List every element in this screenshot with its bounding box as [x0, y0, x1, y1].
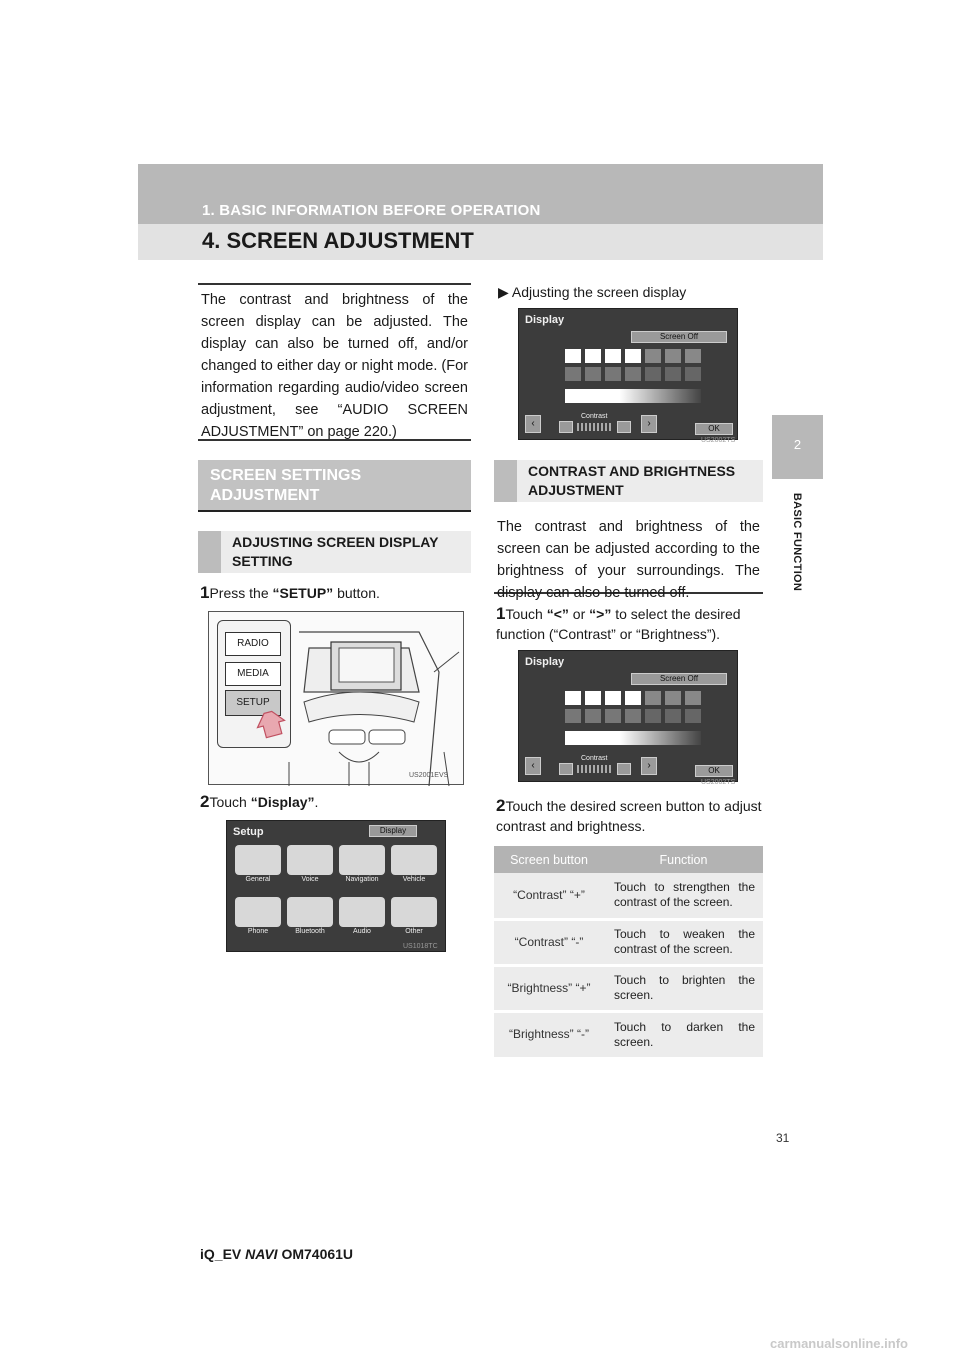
icon-row-1 [235, 845, 439, 887]
footer-navi: NAVI [245, 1246, 278, 1262]
icon-row-2 [235, 897, 439, 939]
step-text: Touch [505, 606, 547, 622]
table-header-row [494, 846, 763, 873]
footer [200, 1246, 353, 1262]
watermark: carmanualsonline.info [770, 1336, 908, 1351]
swatch [685, 691, 701, 705]
function-table [494, 846, 763, 1057]
step-text: Press the [209, 585, 273, 601]
table-cell: Touch to weaken the contrast of the screen. [604, 919, 763, 965]
swatch [605, 691, 621, 705]
step-text: or [568, 606, 590, 622]
other-icon[interactable] [391, 897, 437, 927]
chapter-label [790, 482, 804, 602]
table-cell: Touch to brighten the screen. [604, 965, 763, 1011]
dashboard-illustration [208, 611, 464, 785]
chapter-number: 2 [793, 437, 802, 452]
subheader-bar [198, 531, 221, 573]
arrow-up-icon [253, 710, 289, 738]
navigation-label: Navigation [345, 876, 379, 883]
swatch [625, 691, 641, 705]
image-code: US1018TC [403, 943, 438, 950]
section-title: 1. BASIC INFORMATION BEFORE OPERATION [202, 202, 541, 219]
table-row [494, 919, 763, 965]
step-text: Touch [209, 794, 251, 810]
plus-button[interactable] [617, 421, 631, 433]
screen-off-button[interactable]: Screen Off [631, 673, 727, 685]
audio-label: Audio [353, 928, 371, 935]
page-number: 31 [776, 1131, 790, 1145]
table-row [494, 965, 763, 1011]
display-screen-title: Display [525, 656, 565, 668]
swatch [605, 709, 621, 723]
swatch [605, 367, 621, 381]
display-button[interactable]: Display [369, 825, 417, 837]
image-code: US2002TS [701, 779, 736, 786]
swatch [685, 709, 701, 723]
swatch [645, 367, 661, 381]
setup-button[interactable]: SETUP [225, 690, 281, 716]
footer-model: iQ_EV [200, 1246, 242, 1262]
ok-button[interactable]: OK [695, 765, 733, 777]
step-bold: “>” [589, 606, 612, 622]
swatch [585, 349, 601, 363]
page-title: 4. SCREEN ADJUSTMENT [202, 228, 474, 253]
vehicle-label: Vehicle [402, 876, 426, 883]
swatch [625, 349, 641, 363]
contrast-label: Contrast [581, 755, 608, 762]
radio-button[interactable]: RADIO [225, 632, 281, 656]
general-label: General [245, 876, 271, 883]
step-touch-display [200, 792, 470, 812]
display-screen-1 [518, 308, 738, 444]
bluetooth-icon[interactable] [287, 897, 333, 927]
swatch [645, 709, 661, 723]
step-number: 2 [200, 792, 210, 811]
display-screen-2 [518, 650, 738, 786]
step-number: 1 [200, 583, 210, 602]
next-arrow-button[interactable]: › [641, 757, 657, 775]
swatch [665, 691, 681, 705]
subheader-text: CONTRAST AND BRIGHTNESS ADJUSTMENT [528, 463, 736, 498]
bluetooth-label: Bluetooth [295, 928, 325, 935]
minus-button[interactable] [559, 421, 573, 433]
swatch [565, 691, 581, 705]
audio-icon[interactable] [339, 897, 385, 927]
swatch [585, 691, 601, 705]
image-code: US2002TS [701, 437, 736, 444]
image-code: US2001EVS [409, 772, 449, 779]
header-function: Function [604, 846, 763, 873]
level-bar [577, 423, 613, 431]
table-cell: “Brightness” “+” [494, 965, 604, 1011]
swatch [565, 709, 581, 723]
chapter-label-text: BASIC FUNCTION [791, 492, 803, 592]
step-bold: “SETUP” [272, 585, 334, 601]
step-press-setup [200, 583, 470, 603]
bullet-heading [498, 284, 686, 301]
step-text: button. [333, 585, 380, 601]
swatch [665, 367, 681, 381]
table-cell: “Contrast” “+” [494, 873, 604, 919]
subheader-adjusting [198, 531, 471, 573]
table-row [494, 1011, 763, 1057]
table-row [494, 873, 763, 919]
table-cell: “Contrast” “-” [494, 919, 604, 965]
level-bar [577, 765, 613, 773]
swatch [625, 367, 641, 381]
subheader-bar [494, 460, 517, 502]
step-bold: “<” [546, 606, 569, 622]
swatch [605, 349, 621, 363]
header-screen-button: Screen button [494, 846, 604, 873]
chapter-tab [772, 415, 823, 479]
voice-icon[interactable] [287, 845, 333, 875]
swatch [565, 349, 581, 363]
swatch [585, 367, 601, 381]
bullet-text: Adjusting the screen display [511, 284, 687, 300]
step-number: 1 [496, 604, 506, 623]
other-label: Other [405, 928, 423, 935]
triangle-bullet-icon: ▶ [498, 284, 509, 300]
voice-label: Voice [301, 876, 319, 883]
step-text: to select the desired function (“Contrast” or “Brightness”). [496, 606, 741, 642]
navigation-icon[interactable] [339, 845, 385, 875]
next-arrow-button[interactable]: › [641, 415, 657, 433]
section-header: SCREEN SETTINGS ADJUSTMENT [198, 460, 471, 512]
swatch [645, 349, 661, 363]
gradient-bar [565, 731, 701, 745]
subheader-contrast [494, 460, 763, 502]
plus-button[interactable] [617, 763, 631, 775]
setup-screen [226, 820, 446, 952]
intro-box: The contrast and brightness of the screen display can be adjusted. The display can also be turned off, and/or changed to either day or night mode. (For information regarding audio/video screen adjustment, see “AUDIO SCREEN ADJUSTMENT” on page 220.) [198, 283, 471, 441]
display-screen-title: Display [525, 314, 565, 326]
contrast-label: Contrast [581, 413, 608, 420]
table-cell: “Brightness” “-” [494, 1011, 604, 1057]
screen-off-button[interactable]: Screen Off [631, 331, 727, 343]
swatch [685, 367, 701, 381]
table-cell: Touch to darken the screen. [604, 1011, 763, 1057]
swatch [625, 709, 641, 723]
step-bold: “Display” [250, 794, 315, 810]
ok-button[interactable]: OK [695, 423, 733, 435]
swatch [665, 709, 681, 723]
swatch [565, 367, 581, 381]
setup-screen-title: Setup [233, 826, 264, 838]
step-text: . [314, 794, 319, 810]
swatch [685, 349, 701, 363]
media-button[interactable]: MEDIA [225, 662, 281, 686]
prev-arrow-button[interactable]: ‹ [525, 415, 541, 433]
phone-label: Phone [247, 928, 269, 935]
subheader-text: ADJUSTING SCREEN DISPLAY SETTING [232, 534, 439, 569]
step-touch-button [496, 796, 768, 836]
vehicle-icon[interactable] [391, 845, 437, 875]
step-select-function [496, 604, 768, 644]
phone-icon[interactable] [235, 897, 281, 927]
step-text: Touch the desired screen button to adjust contrast and brightness. [496, 798, 762, 834]
swatch [645, 691, 661, 705]
minus-button[interactable] [559, 763, 573, 775]
step-number: 2 [496, 796, 506, 815]
contrast-description: The contrast and brightness of the screen can be adjusted according to the brightness of your surroundings. The display can also be turned off. [494, 512, 763, 594]
footer-code: OM74061U [281, 1246, 354, 1262]
swatch [585, 709, 601, 723]
table-cell: Touch to strengthen the contrast of the screen. [604, 873, 763, 919]
swatch [665, 349, 681, 363]
general-icon[interactable] [235, 845, 281, 875]
prev-arrow-button[interactable]: ‹ [525, 757, 541, 775]
gradient-bar [565, 389, 701, 403]
